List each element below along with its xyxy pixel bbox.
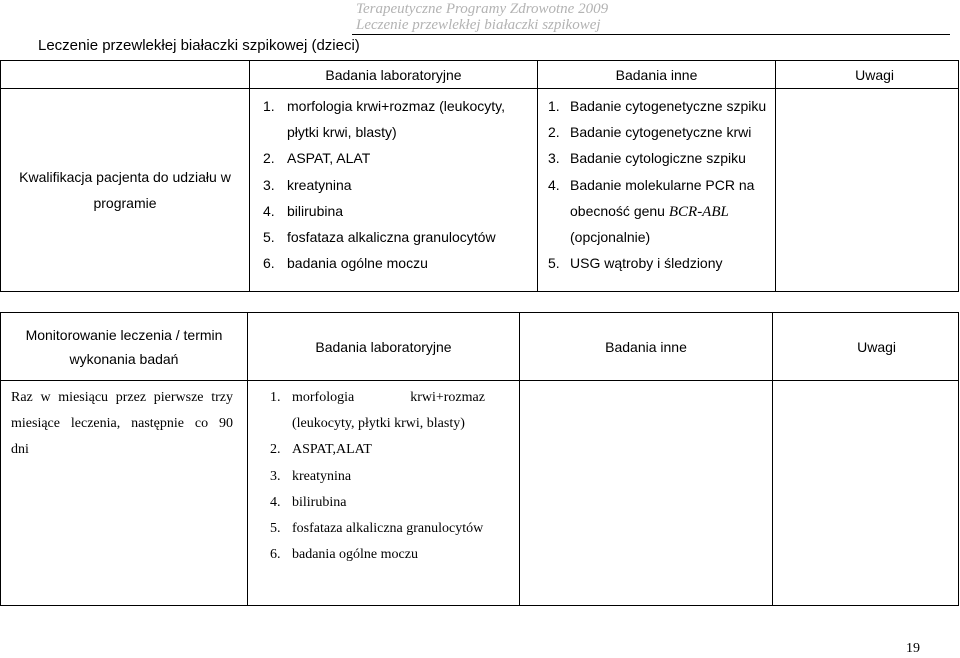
list-item — [263, 119, 537, 145]
item-number: 4. — [263, 202, 275, 219]
row-label-line: Raz w miesiącu przez pierwsze trzy — [11, 390, 233, 405]
other-tests-header: Badania inne — [520, 313, 773, 381]
row-label-line: miesiące leczenia, następnie co 90 — [11, 416, 233, 432]
item-text: Badanie molekularne PCR na — [570, 176, 755, 193]
header-rule — [352, 34, 950, 35]
row-label-line: dni — [11, 442, 29, 458]
item-text: obecność genu — [570, 202, 669, 219]
monitoring-header-line: wykonania badań — [69, 350, 179, 367]
other-tests-cell — [520, 381, 773, 606]
item-text: ASPAT,ALAT — [292, 442, 372, 458]
list-item — [263, 250, 537, 276]
item-text: badania ogólne moczu — [287, 255, 428, 272]
notes-cell — [773, 381, 959, 606]
lab-tests-cell — [250, 89, 538, 292]
list-item — [548, 172, 775, 198]
item-number: 5. — [263, 228, 275, 245]
monitoring-header-line: Monitorowanie leczenia / termin — [25, 326, 223, 343]
item-text: kreatynina — [292, 468, 352, 484]
item-text: bilirubina — [287, 202, 344, 219]
monitoring-row-label — [1, 381, 248, 606]
monitoring-table — [0, 312, 959, 606]
item-number: 1. — [270, 390, 281, 405]
item-text: płytki krwi, blasty) — [287, 124, 397, 141]
list-item — [270, 385, 513, 411]
item-number: 5. — [548, 255, 560, 272]
item-number: 3. — [548, 150, 560, 167]
list-item — [270, 464, 513, 490]
item-number: 6. — [263, 255, 275, 272]
notes-header: Uwagi — [773, 313, 959, 381]
running-header-title: Terapeutyczne Programy Zdrowotne 2009 — [356, 1, 609, 17]
item-text: fosfataza alkaliczna granulocytów — [292, 520, 484, 536]
item-number: 6. — [270, 547, 281, 563]
lab-tests-cell — [248, 381, 520, 606]
item-text: morfologia krwi+rozmaz (leukocyty, — [287, 98, 505, 114]
lab-tests-header: Badania laboratoryjne — [250, 61, 538, 89]
list-item — [263, 172, 537, 198]
item-number: 1. — [263, 98, 275, 114]
item-number: 3. — [270, 468, 281, 484]
notes-header: Uwagi — [776, 61, 959, 89]
item-text: morfologia krwi+rozmaz — [292, 390, 485, 405]
item-text: bilirubina — [292, 494, 347, 510]
list-item — [263, 198, 537, 224]
list-item — [270, 542, 513, 568]
item-text: fosfataza alkaliczna granulocytów — [287, 228, 496, 245]
page-number: 19 — [906, 641, 920, 656]
list-item — [548, 145, 775, 171]
list-item — [548, 93, 775, 119]
item-number: 4. — [548, 176, 560, 193]
lab-tests-header: Badania laboratoryjne — [248, 313, 520, 381]
item-number: 2. — [548, 124, 560, 141]
item-number: 2. — [270, 442, 281, 458]
qualification-row-label — [1, 89, 250, 292]
item-text: ASPAT, ALAT — [287, 150, 371, 167]
list-item — [263, 93, 537, 119]
item-text: (opcjonalnie) — [570, 228, 651, 245]
list-item — [270, 516, 513, 542]
qualification-table — [0, 60, 959, 292]
item-number: 4. — [270, 494, 281, 510]
item-text: (leukocyty, płytki krwi, blasty) — [292, 416, 465, 432]
item-number: 2. — [263, 150, 275, 167]
list-item — [263, 145, 537, 171]
item-number: 5. — [270, 520, 281, 536]
item-text: Badanie cytogenetyczne szpiku — [570, 98, 767, 114]
row-label-line: Kwalifikacja pacjenta do udziału w — [19, 169, 231, 185]
item-number: 1. — [548, 98, 560, 114]
item-text: USG wątroby i śledziony — [570, 255, 723, 272]
list-item — [548, 198, 775, 224]
list-item — [270, 437, 513, 463]
list-item — [263, 224, 537, 250]
item-text: Badanie cytogenetyczne krwi — [570, 124, 752, 141]
item-text: badania ogólne moczu — [292, 547, 418, 563]
running-header-subtitle: Leczenie przewlekłej białaczki szpikowej — [356, 17, 601, 33]
item-text: Badanie cytologiczne szpiku — [570, 150, 746, 167]
notes-cell — [776, 89, 959, 292]
list-item — [270, 490, 513, 516]
item-number: 3. — [263, 176, 275, 193]
list-item — [270, 411, 513, 437]
other-tests-list — [548, 93, 775, 276]
section-title: Leczenie przewlekłej białaczki szpikowej (dzieci) — [38, 37, 360, 54]
list-item — [548, 119, 775, 145]
list-item — [548, 250, 775, 276]
list-item — [548, 224, 775, 250]
lab-tests-list — [270, 385, 513, 568]
monitoring-header — [1, 313, 248, 381]
other-tests-header: Badania inne — [538, 61, 776, 89]
row-label-line: programie — [93, 195, 157, 211]
other-tests-cell — [538, 89, 776, 292]
lab-tests-list — [263, 93, 537, 276]
monitoring-row-label-lines — [11, 385, 233, 464]
item-text: kreatynina — [287, 176, 352, 193]
blank-header-cell — [1, 61, 250, 89]
gene-name: BCR-ABL — [668, 203, 729, 220]
